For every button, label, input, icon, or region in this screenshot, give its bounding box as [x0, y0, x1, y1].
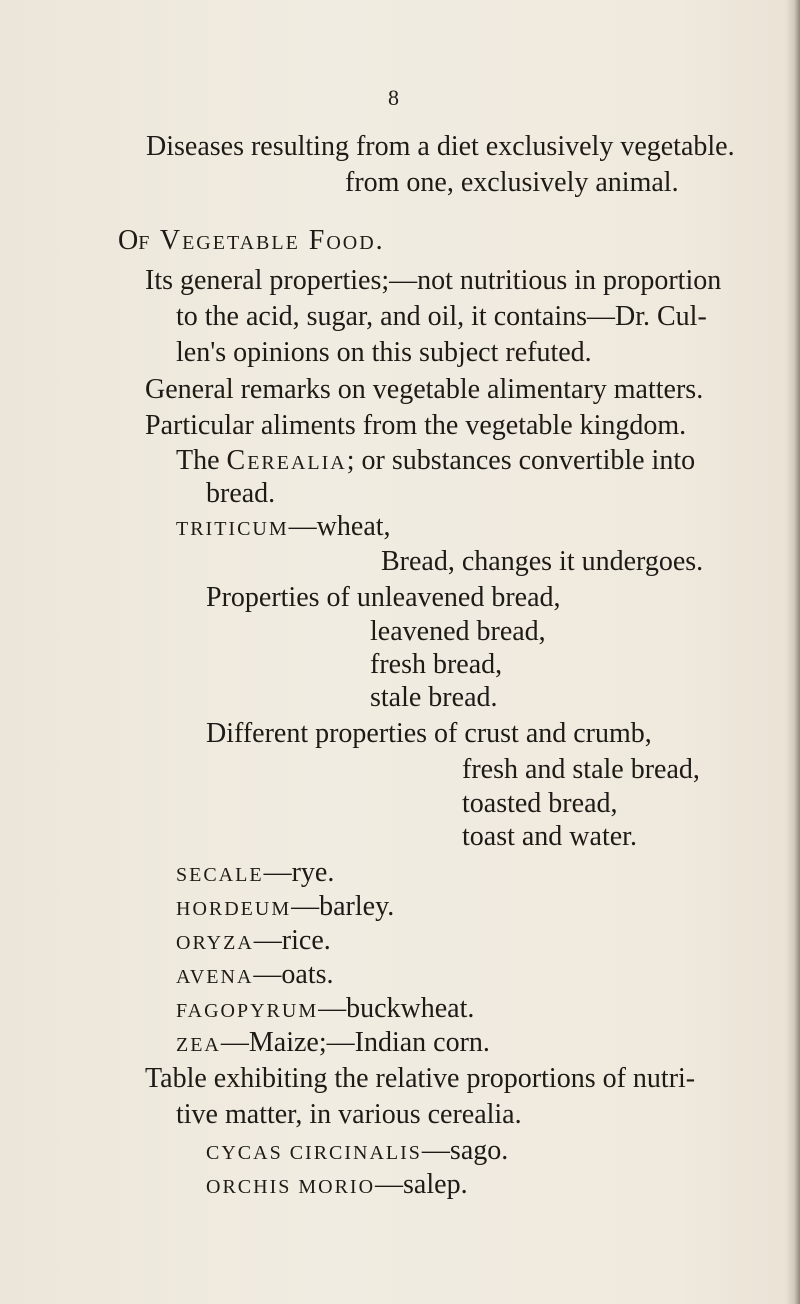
latin-term: ZEA — [176, 1034, 221, 1056]
latin-term: SECALE — [176, 864, 264, 886]
text-line: to the acid, sugar, and oil, it contains—Dr. Cul- — [176, 301, 707, 332]
latin-term: TRITICUM — [176, 518, 289, 540]
latin-term: FAGOPYRUM — [176, 1000, 319, 1022]
text-line — [206, 1168, 468, 1204]
text-fragment: —oats. — [253, 959, 334, 990]
text-line: stale bread. — [370, 682, 498, 713]
text-line: fresh bread, — [370, 649, 503, 680]
text-fragment: —sago. — [421, 1135, 509, 1166]
text-line: Properties of unleavened bread, — [206, 582, 561, 613]
page-edge-shadow — [786, 0, 800, 1304]
latin-term: ORCHIS MORIO — [206, 1176, 376, 1198]
text-line — [176, 1026, 490, 1062]
section-heading — [118, 224, 385, 258]
page-number: 8 — [388, 85, 399, 110]
text-line — [176, 890, 394, 926]
heading-rest: f Vegetable Food. — [138, 225, 385, 256]
text-line: Its general properties;—not nutritious in proportion — [145, 265, 722, 296]
text-line — [176, 958, 334, 994]
latin-term: AVENA — [176, 966, 254, 988]
latin-term: HORDEUM — [176, 898, 292, 920]
text-line — [176, 510, 391, 546]
text-line: fresh and stale bread, — [462, 754, 700, 785]
text-line: tive matter, in various cerealia. — [176, 1099, 522, 1130]
text-line — [206, 1134, 508, 1170]
text-fragment: —rice. — [253, 925, 331, 956]
latin-term: CYCAS CIRCINALIS — [206, 1142, 422, 1164]
heading-initial: O — [118, 225, 139, 256]
text-line: Table exhibiting the relative proportions of nutri- — [145, 1063, 696, 1094]
text-line: len's opinions on this subject refuted. — [176, 337, 592, 368]
text-line — [176, 444, 695, 478]
text-fragment: —buckwheat. — [318, 993, 475, 1024]
text-line: Different properties of crust and crumb, — [206, 718, 652, 749]
text-line: Bread, changes it undergoes. — [381, 546, 704, 577]
text-line: Diseases resulting from a diet exclusively vegetable. — [146, 131, 735, 162]
text-fragment: —rye. — [263, 857, 335, 888]
latin-term: ORYZA — [176, 932, 254, 954]
text-line: leavened bread, — [370, 616, 546, 647]
text-line: Particular aliments from the vegetable kingdom. — [145, 410, 687, 441]
text-line — [176, 856, 334, 892]
text-fragment: The — [176, 445, 227, 476]
text-line: toasted bread, — [462, 788, 618, 819]
text-line: toast and water. — [462, 821, 637, 852]
text-line: bread. — [206, 478, 276, 509]
text-fragment: —salep. — [375, 1169, 468, 1200]
text-line — [176, 992, 474, 1028]
text-line: General remarks on vegetable alimentary matters. — [145, 374, 704, 405]
text-fragment: —Maize;—Indian corn. — [220, 1027, 490, 1058]
text-fragment: —barley. — [291, 891, 395, 922]
text-line: from one, exclusively animal. — [345, 167, 679, 198]
text-fragment: —wheat, — [288, 511, 391, 542]
text-fragment: ; or substances convertible into — [346, 445, 696, 476]
text-line — [176, 924, 331, 960]
cerealia-term: Cerealia — [226, 445, 347, 476]
